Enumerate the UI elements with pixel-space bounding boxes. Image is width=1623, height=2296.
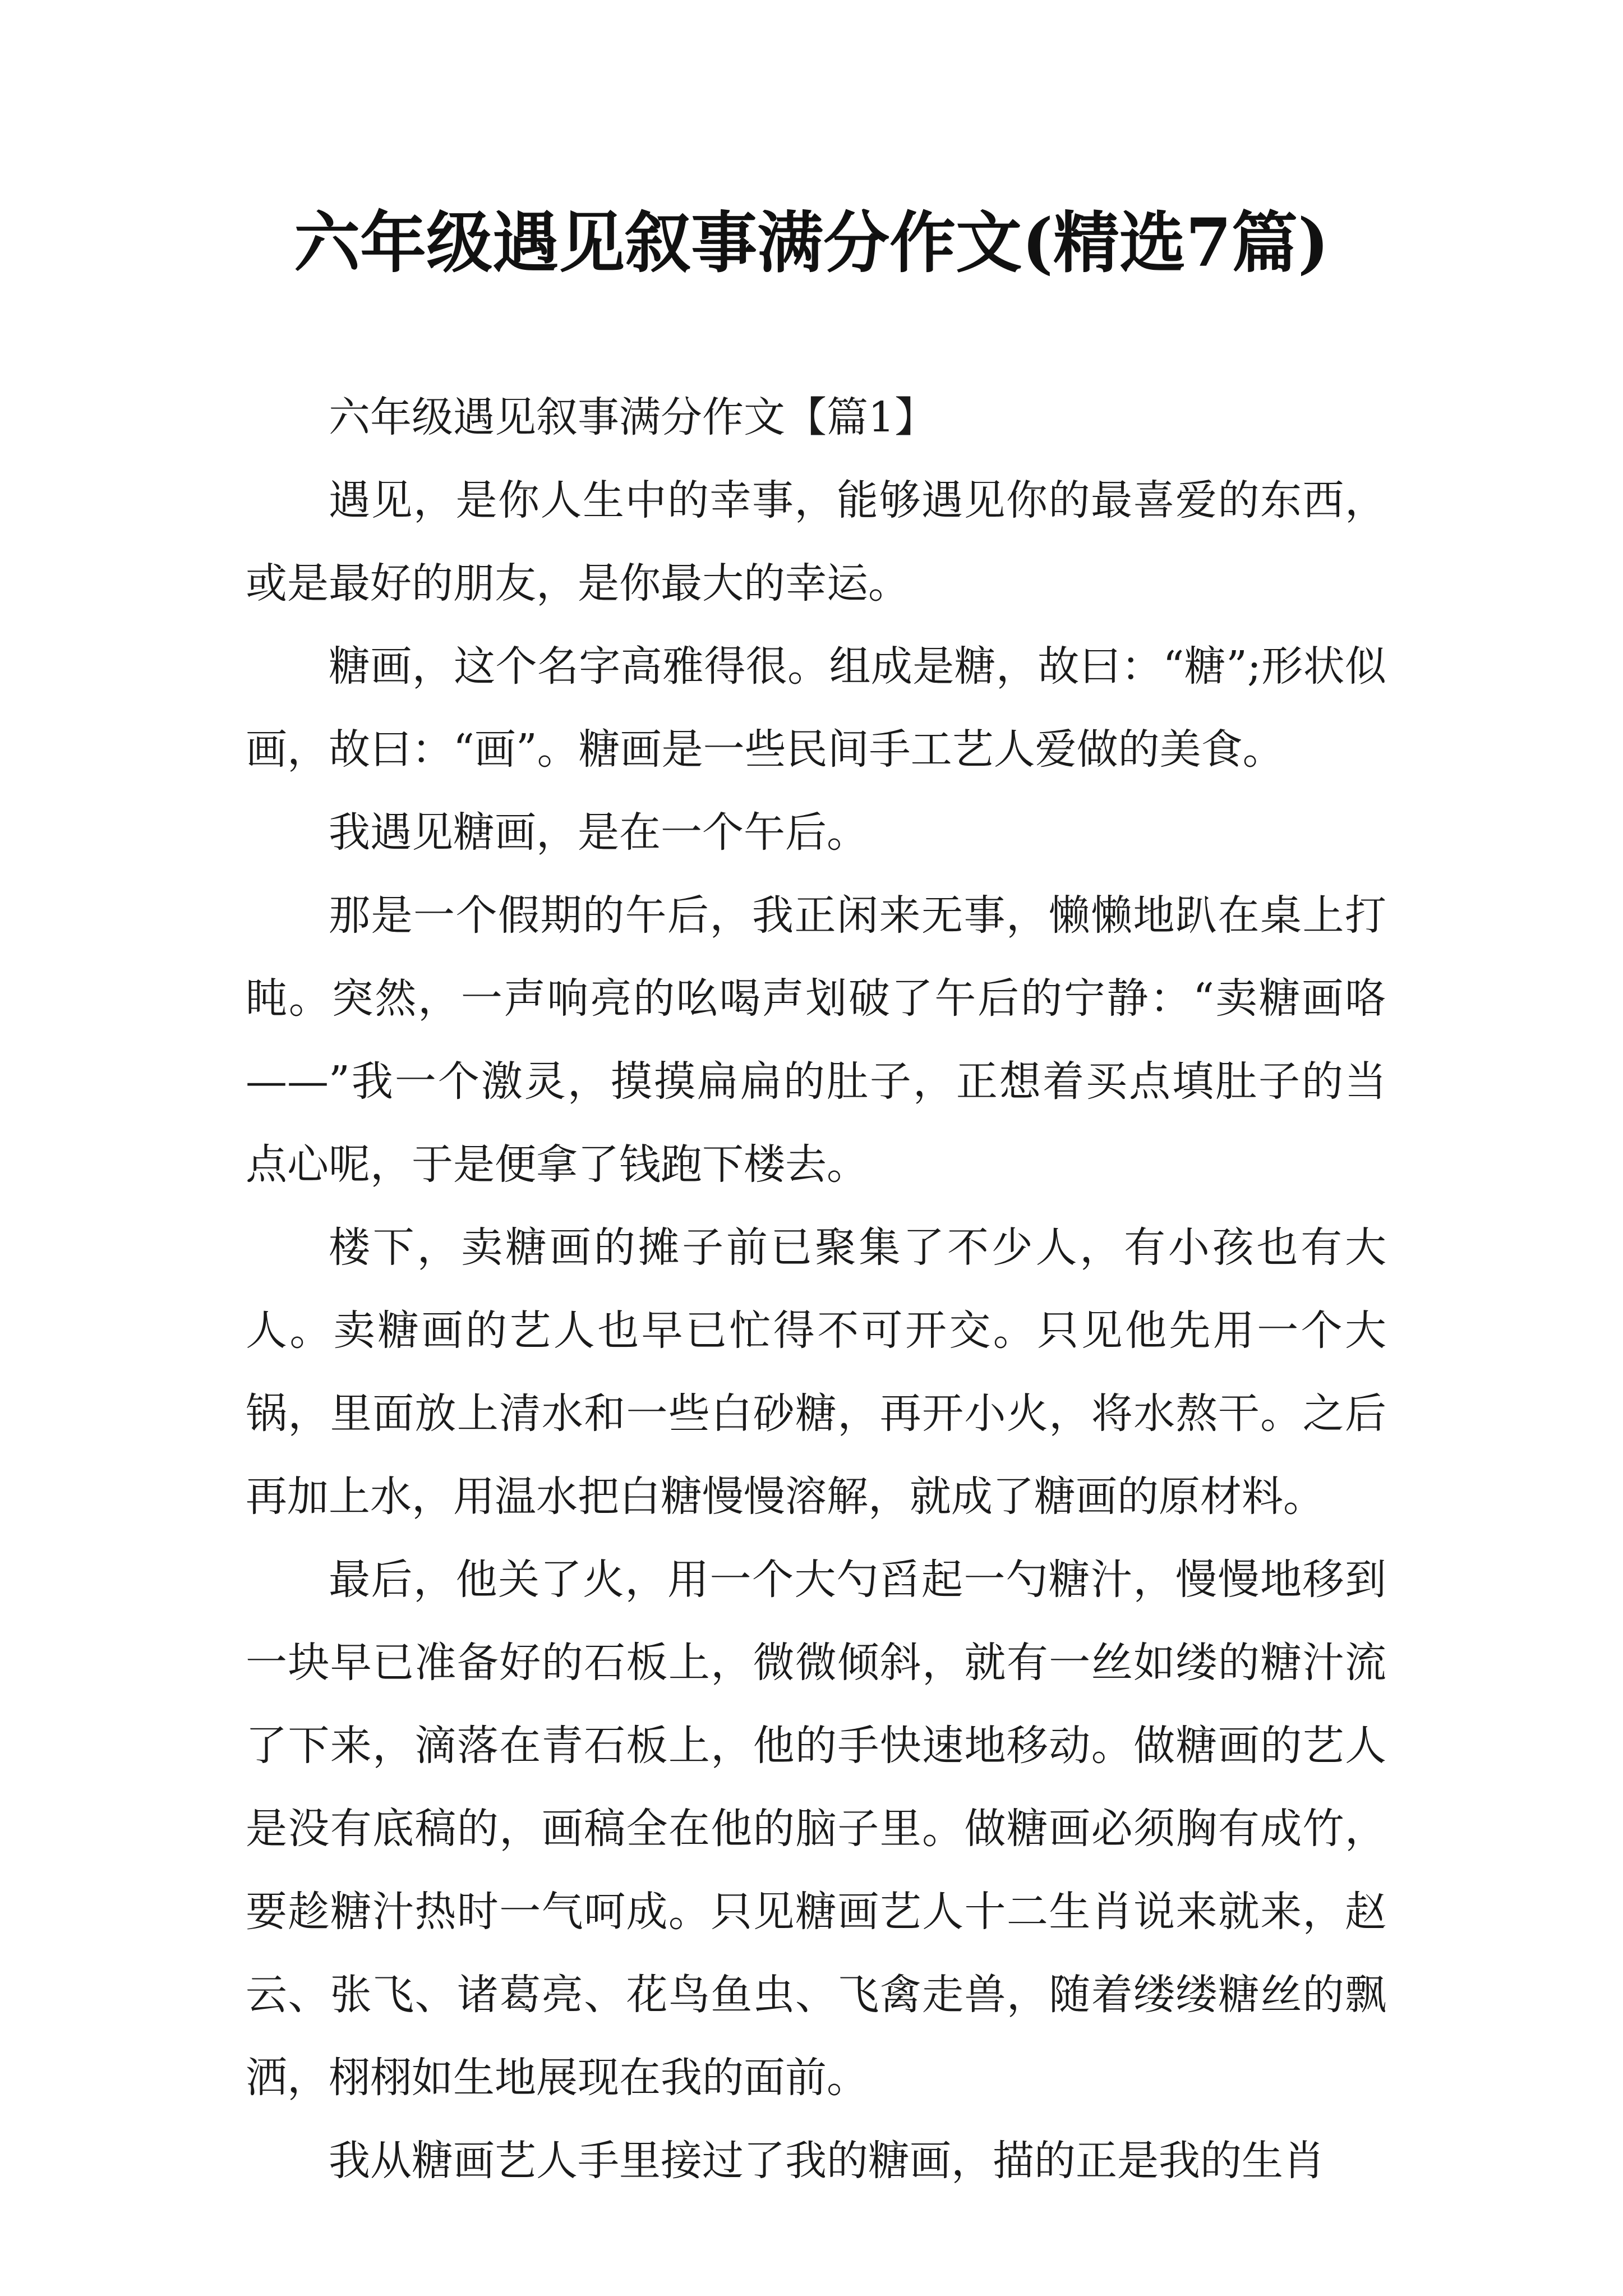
paragraph: 遇见，是你人生中的幸事，能够遇见你的最喜爱的东西，或是最好的朋友，是你最大的幸运。 xyxy=(246,476,1386,608)
paragraph: 楼下，卖糖画的摊子前已聚集了不少人，有小孩也有大人。卖糖画的艺人也早已忙得不可开交。只见他先用一个大锅，里面放上清水和一些白砂糖，再开小火，将水熬干。之后再加上水，用温水把白糖慢慢溶解，就成了糖画的原材料。 xyxy=(246,1223,1386,1521)
document-title: 六年级遇见叙事满分作文(精选7篇) xyxy=(294,204,1329,282)
section-heading: 六年级遇见叙事满分作文【篇1】 xyxy=(329,393,937,441)
paragraph: 我从糖画艺人手里接过了我的糖画，描的正是我的生肖 xyxy=(329,2137,1325,2185)
paragraph: 最后，他关了火，用一个大勺舀起一勺糖汁，慢慢地移到一块早已准备好的石板上，微微倾斜，就有一丝如缕的糖汁流了下来，滴落在青石板上，他的手快速地移动。做糖画的艺人是没有底稿的，画稿全在他的脑子里。做糖画必须胸有成竹，要趁糖汁热时一气呵成。只见糖画艺人十二生肖说来就来，赵云、张飞、诸葛亮、花鸟鱼虫、飞禽走兽，随着缕缕糖丝的飘洒，栩栩如生地展现在我的面前。 xyxy=(246,1556,1386,2102)
paragraph: 糖画，这个名字高雅得很。组成是糖，故曰：“糖”;形状似画，故曰：“画”。糖画是一些民间手工艺人爱做的美食。 xyxy=(246,642,1386,774)
document-body xyxy=(246,376,1386,2202)
paragraph: 那是一个假期的午后，我正闲来无事，懒懒地趴在桌上打盹。突然，一声响亮的吆喝声划破了午后的宁静：“卖糖画咯——”我一个激灵，摸摸扁扁的肚子，正想着买点填肚子的当点心呢，于是便拿了钱跑下楼去。 xyxy=(246,891,1386,1189)
paragraph: 我遇见糖画，是在一个午后。 xyxy=(329,808,868,857)
